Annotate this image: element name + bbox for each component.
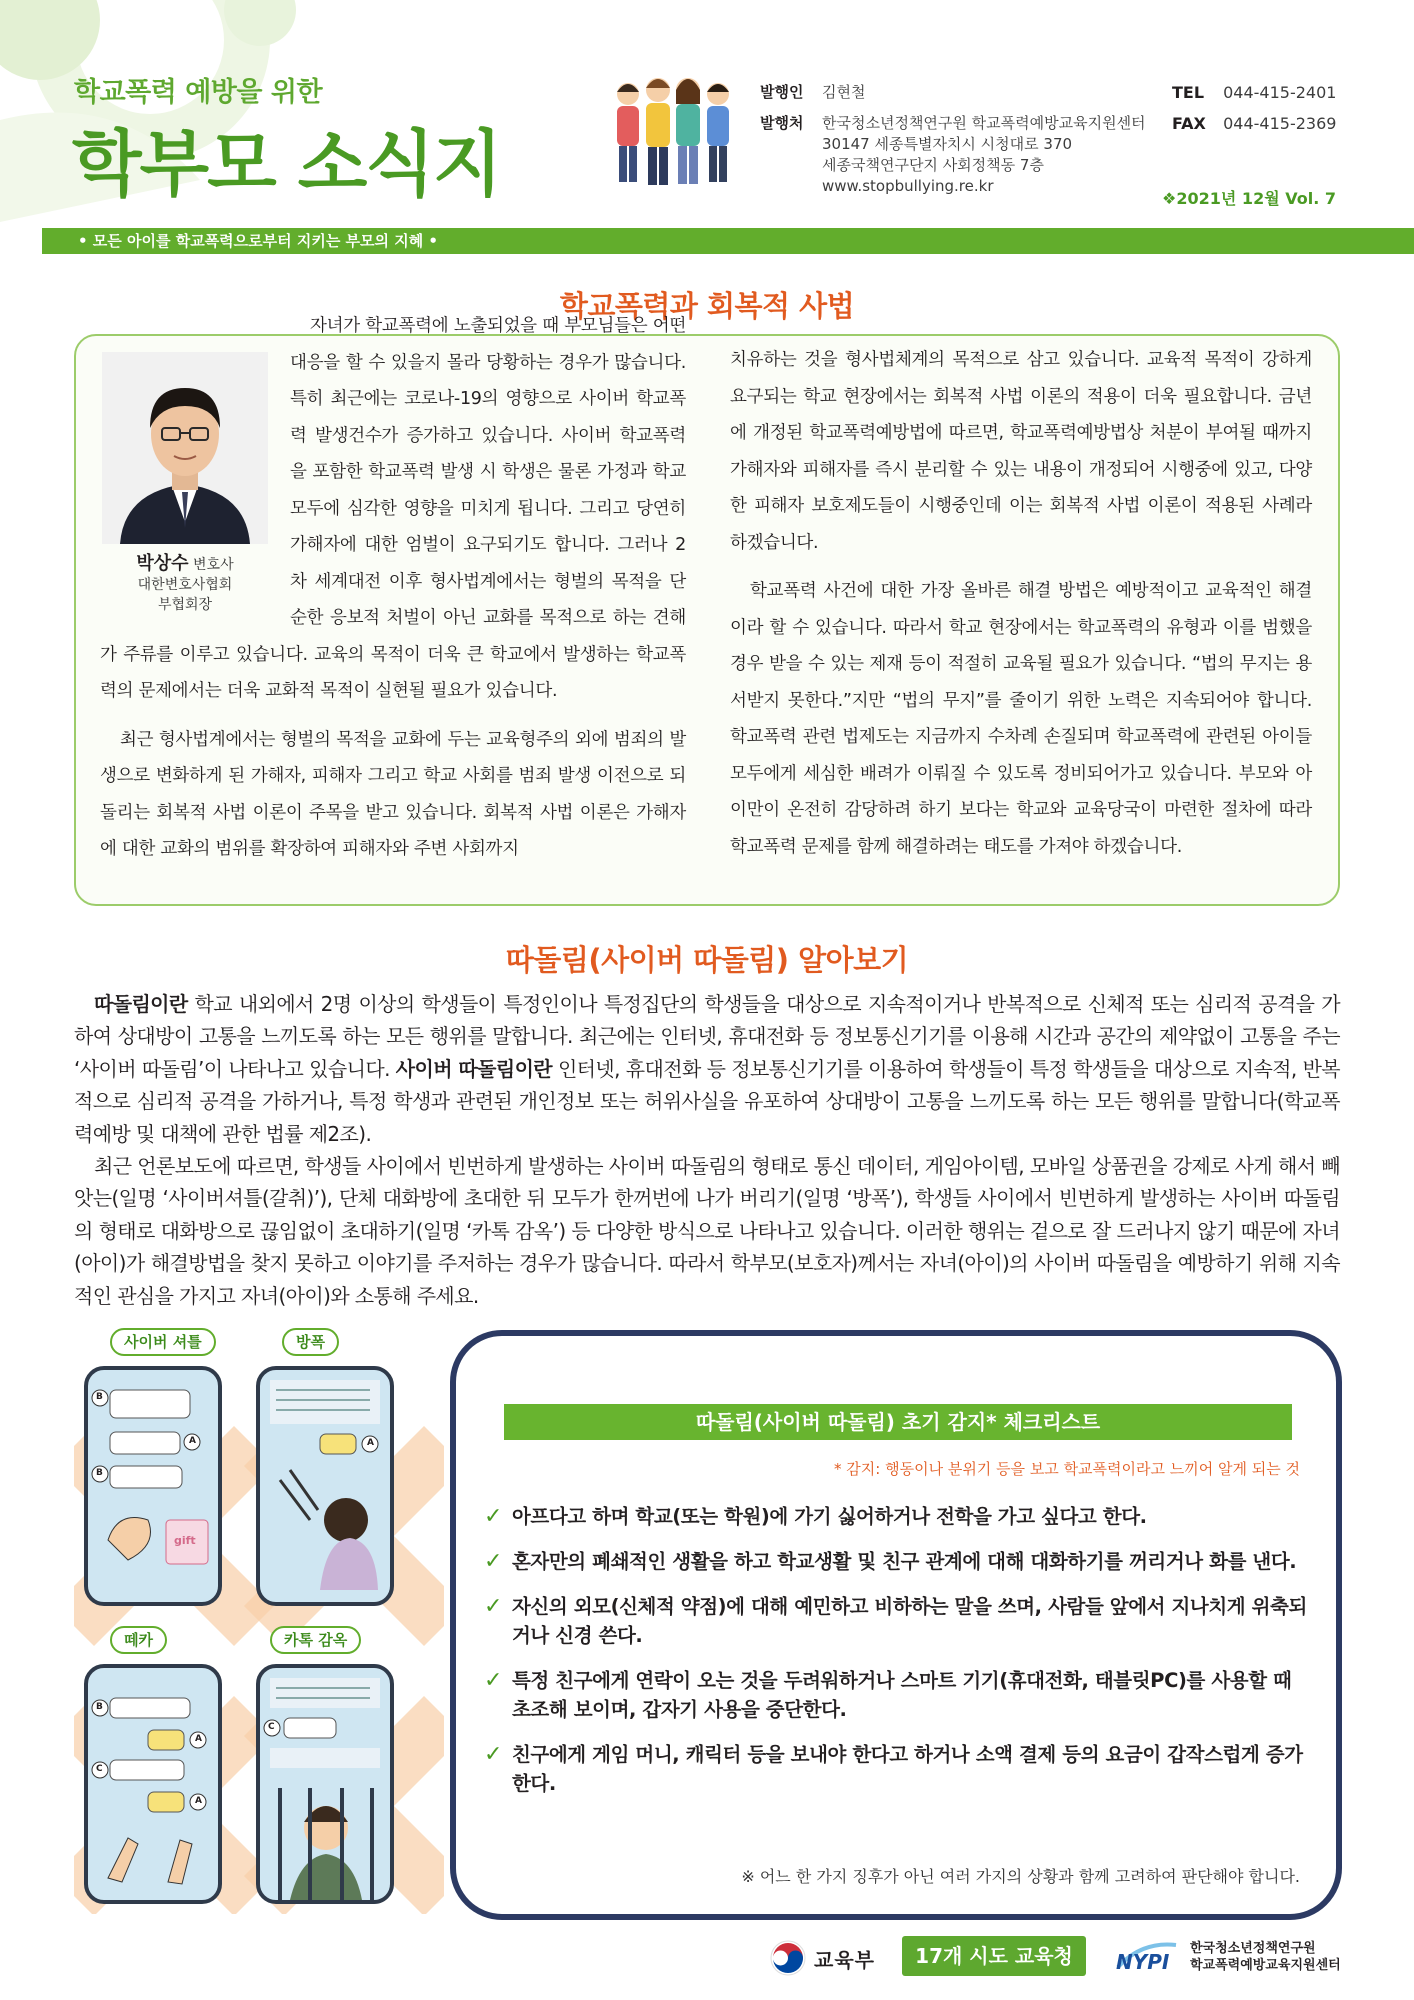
issuer-line: 한국청소년정책연구원 학교폭력예방교육지원센터 [822,114,1146,132]
group-chat-icon [88,1668,218,1900]
trapped-student-icon [260,1668,390,1900]
ministry-of-education-logo [770,1938,875,1978]
nypi-text [1190,1940,1341,1974]
section2-body [74,988,1340,1312]
contact-info [1172,82,1336,144]
checklist-title: 따돌림(사이버 따돌림) 초기 감지* 체크리스트 [504,1404,1292,1440]
paragraph: 최근 형사법계에서는 형벌의 목적을 교화에 두는 교육형주의 외에 범죄의 발생으로 변화하게 된 가해자, 피해자 그리고 학교 사회를 범죄 발생 이전으로 되돌리는 회복적 사법 이론이 주목을 받고 있습니다. 회복적 사법 이론은 가해자에 대한 교화의 범위를 확장하여 피해자와 주변 사회까지 [100,729,686,859]
publisher-info [760,82,1146,207]
paragraph: 학교폭력 사건에 대한 가장 올바른 해결 방법은 예방적이고 교육적인 해결이라 할 수 있습니다. 따라서 학교 현장에서는 학교폭력의 유형과 이를 범했을 경우 받을 수 있는 제재 등이 적절히 교육될 필요가 있습니다. “법의 무지는 용서받지 못한다.”지만 “법의 무지”를 줄이기 위한 노력은 지속되어야 합니다. 학교폭력 관련 법제도는 지금까지 수차례 손질되며 학교폭력에 관련된 아이들 모두에게 세심한 배려가 이뤄질 수 있도록 정비되어가고 있습니다. 부모와 아이만이 온전히 감당하려 하기 보다는 학교와 교육당국이 마련한 절차에 따라 학교폭력 문제를 함께 해결하려는 태도를 가져야 하겠습니다. [730,581,1312,857]
issuer-label: 발행처 [760,114,804,132]
paragraph: 최근 언론보도에 따르면, 학생들 사이에서 빈번하게 발생하는 사이버 따돌림의 형태로 통신 데이터, 게임아이템, 모바일 상품권을 강제로 사게 해서 빼앗는(일명 ‘사이버셔틀(갈취)’), 단체 대화방에 초대한 뒤 모두가 한꺼번에 나가 버리기(일명 ‘방폭’), 학생들 사이에서 빈번하게 발생하는 사이버 따돌림의 형태로 대화방으로 끊임없이 초대하기(일명 ‘카톡 감옥’) 등 다양한 방식으로 나타나고 있습니다. 이러한 행위는 겉으로 잘 드러나지 않기 때문에 자녀(아이)가 해결방법을 찾지 못하고 이야기를 주저하는 경우가 많습니다. 따라서 학부모(보호자)께서는 자녀(아이)의 사이버 따돌림을 예방하기 위해 지속적인 관심을 가지고 자녀(아이)와 소통해 주세요. [74,1154,1340,1308]
checkmark-icon: ✓ [484,1504,503,1529]
nypi-center: 학교폭력예방교육지원센터 [1190,1958,1341,1973]
publisher-label: 발행인 [760,83,804,101]
checklist-item [484,1502,1314,1531]
author-title: 변호사 [193,557,234,573]
bubble-a-icon: A [195,1734,202,1744]
checklist-note: * 감지: 행동이나 분위기 등을 보고 학교폭력이라고 느끼어 알게 되는 것 [834,1460,1300,1478]
checkmark-icon: ✓ [484,1549,503,1574]
text-span: 학교 내외에서 2명 이상의 학생들이 특정인이나 특정집단의 학생들을 대상으로 지속적이거나 반복적으로 신체적 또는 심리적 공격을 가하여 상대방이 고통을 느끼도록 하는 모든 행위를 말합니다. 최근에는 인터넷, 휴대전화 등 정보통신기기를 이용해 시간과 공간의 제약없이 고통을 주는 ‘사이버 따돌림’이 나타나고 있습니다. [74,992,1340,1081]
provincial-offices-badge: 17개 시도 교육청 [902,1936,1086,1976]
paragraph [74,988,1340,1150]
tel-row [1172,82,1336,103]
issuer-building: 세종국책연구단지 사회정책동 7층 [822,156,1044,174]
checklist-item-text: 아프다고 하며 학교(또는 학원)에 가기 싫어하거나 전학을 가고 싶다고 한다. [512,1505,1147,1528]
tag-ddeka: 떼카 [110,1626,167,1654]
checklist-item-text: 자신의 외모(신체적 약점)에 대해 예민하고 비하하는 말을 쓰며, 사람들 앞에서 지나치게 위축되거나 신경 쓴다. [512,1595,1307,1647]
term-bullying: 따돌림이란 [94,992,188,1016]
header [0,0,1414,222]
students-illustration [608,64,738,194]
bubble-b-icon: B [96,1702,103,1712]
checkmark-icon: ✓ [484,1594,503,1619]
tel-label: TEL [1172,83,1205,102]
bubble-c-icon: C [268,1722,275,1732]
checkmark-icon: ✓ [484,1742,503,1767]
section1-column-right [730,342,1312,865]
checklist-footnote: ※ 어느 한 가지 징후가 아닌 여러 가지의 상황과 함께 고려하여 판단해야 합니다. [741,1867,1300,1886]
checklist-items [484,1502,1314,1814]
bubble-b-icon: B [96,1468,103,1478]
issuer-address: 30147 세종특별자치시 시청대로 370 [822,135,1073,153]
nypi-logo-text: NYPI [1116,1950,1170,1974]
taegeuk-icon [770,1940,806,1976]
early-detection-checklist [450,1330,1342,1920]
sad-student-icon [260,1370,390,1602]
section1-column-left [100,308,686,908]
newsletter-subtitle: 학교폭력 예방을 위한 [74,77,323,108]
bubble-b-icon: B [96,1392,103,1402]
paragraph: 자녀가 학교폭력에 노출되었을 때 부모님들은 어떤 대응을 할 수 있을지 몰라 당황하는 경우가 많습니다. 특히 최근에는 코로나-19의 영향으로 사이버 학교폭력 발생건수가 증가하고 있습니다. 사이버 학교폭력을 포함한 학교폭력 발생 시 학생은 물론 가정과 학교 모두에 심각한 영향을 미치게 됩니다. 그리고 당연히 가해자에 대한 엄벌이 요구되기도 합니다. 그러나 2차 세계대전 이후 형사법계에서는 형벌의 목적을 단순한 응보적 처벌이 아닌 교화를 목적으로 하는 견해가 주류를 이루고 있습니다. 교육의 목적이 더욱 큰 학교에서 발생하는 학교폭력의 문제에서는 더욱 교화적 목적이 실현될 필요가 있습니다. [100,316,686,701]
newsletter-title: 학부모 소식지 [72,122,501,206]
tel-number: 044-415-2401 [1223,83,1337,102]
checklist-item-text: 특정 친구에게 연락이 오는 것을 두려워하거나 스마트 기기(휴대전화, 태블릿PC)를 사용할 때 초조해 보이며, 갑자기 사용을 중단한다. [512,1669,1292,1721]
tag-kakao-prison: 카톡 감옥 [270,1626,361,1654]
phone-ddeka [84,1664,222,1904]
tag-cyber-shuttle: 사이버 셔틀 [110,1328,216,1356]
bubble-a-icon: A [195,1796,202,1806]
fax-number: 044-415-2369 [1223,114,1337,133]
author-name: 박상수 [136,553,189,574]
bubble-c-icon: C [96,1764,103,1774]
tag-room-bomb: 방폭 [282,1328,339,1356]
fax-label: FAX [1172,114,1206,133]
checklist-item-text: 친구에게 게임 머니, 캐릭터 등을 보내야 한다고 하거나 소액 결제 등의 요금이 갑작스럽게 증가한다. [512,1743,1303,1795]
bubble-a-icon: A [189,1436,196,1446]
phone-room-bomb [256,1366,394,1606]
bubble-a-icon: A [367,1438,374,1448]
ministry-label: 교육부 [814,1947,875,1972]
checkmark-icon: ✓ [484,1668,503,1693]
nypi-name: 한국청소년정책연구원 [1190,1941,1316,1956]
slogan-bar: • 모든 아이를 학교폭력으로부터 지키는 부모의 지혜 • [42,228,1414,254]
fax-row [1172,113,1336,134]
section1-title: 학교폭력과 회복적 사법 [559,289,855,323]
publisher-row [760,82,1146,103]
phone-kakao-prison [256,1664,394,1904]
photo-space [100,308,290,628]
publisher-name: 김현철 [822,83,866,101]
website-link[interactable]: www.stopbullying.re.kr [822,177,994,195]
text-span: 인터넷, 휴대전화 등 정보통신기기를 이용하여 학생들이 특정 학생들을 대상으로 지속적, 반복적으로 심리적 공격을 가하거나, 특정 학생과 관련된 개인정보 또는 허위사실을 유포하여 상대방이 고통을 느끼도록 하는 모든 행위를 말합니다(학교폭력예방 및 대책에 관한 법률 제2조). [74,1056,1341,1146]
issuer-row [760,113,1146,197]
nypi-logo-icon [1112,1937,1182,1977]
author-role: 부협회장 [157,597,213,613]
checklist-item [484,1547,1314,1576]
nypi-logo [1112,1934,1341,1980]
paragraph: 치유하는 것을 형사법체계의 목적으로 삼고 있습니다. 교육적 목적이 강하게 요구되는 학교 현장에서는 회복적 사법 이론의 적용이 더욱 필요합니다. 금년에 개정된 학교폭력예방법에 따르면, 학교폭력예방법상 처분이 부여될 때까지 가해자와 피해자를 즉시 분리할 수 있는 내용이 개정되어 시행중에 있고, 다양한 피해자 보호제도들이 시행중인데 이는 회복적 사법 이론이 적용된 사례라 하겠습니다. [730,350,1312,553]
checklist-item [484,1592,1314,1650]
chat-bubbles-icon [88,1370,218,1602]
checklist-item [484,1740,1314,1798]
author-organization: 대한변호사협회 [137,577,233,593]
footer [0,1916,1414,2000]
checklist-item-text: 혼자만의 폐쇄적인 생활을 하고 학교생활 및 친구 관계에 대해 대화하기를 꺼리거나 화를 낸다. [512,1550,1297,1573]
section2-title: 따돌림(사이버 따돌림) 알아보기 [505,943,909,977]
term-cyberbullying: 사이버 따돌림이란 [395,1056,553,1081]
checklist-item [484,1666,1314,1724]
cyberbullying-illustrations [74,1326,444,1914]
issue-volume: ❖2021년 12월 Vol. 7 [1162,189,1336,208]
phone-cyber-shuttle [84,1366,222,1606]
gift-label: gift [174,1534,196,1547]
